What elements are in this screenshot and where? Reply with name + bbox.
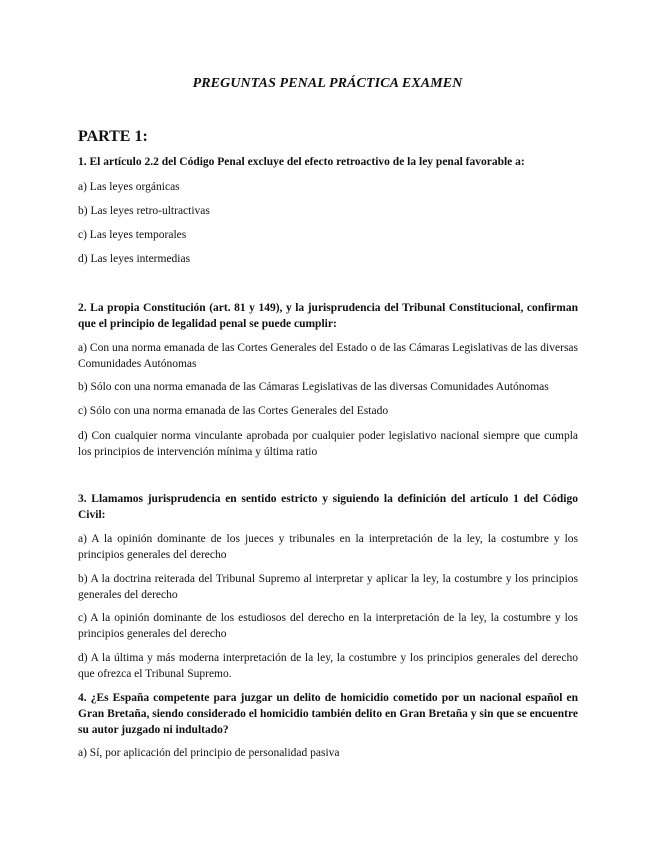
part-heading: PARTE 1: <box>78 128 148 145</box>
question-3-option-d: d) A la última y más moderna interpretación de la ley, la costumbre y los principios generales del derecho que ofrezca el Tribunal Supremo. <box>78 652 578 680</box>
question-3-option-a: a) A la opinión dominante de los jueces y tribunales en la interpretación de la ley, la costumbre y los principios generales del derecho <box>78 533 578 561</box>
question-1: 1. El artículo 2.2 del Código Penal excluye del efecto retroactivo de la ley penal favorable a: <box>78 156 525 168</box>
question-3-option-c: c) A la opinión dominante de los estudiosos del derecho en la interpretación de la ley, la costumbre y los principios generales del derecho <box>78 612 578 640</box>
question-1-option-b: b) Las leyes retro-ultractivas <box>78 205 210 217</box>
question-1-option-d: d) Las leyes intermedias <box>78 253 191 265</box>
question-1-option-c: c) Las leyes temporales <box>78 229 187 241</box>
question-3: 3. Llamamos jurisprudencia en sentido estricto y siguiendo la definición del artículo 1 del Código Civil: <box>78 493 578 521</box>
question-4: 4. ¿Es España competente para juzgar un delito de homicidio cometido por un nacional español en Gran Bretaña, siendo considerado el homicidio también delito en Gran Bretaña y sin que se encuentre su autor juzgado ni indultado? <box>78 692 578 736</box>
question-2-option-c: c) Sólo con una norma emanada de las Cortes Generales del Estado <box>78 405 389 417</box>
question-1-option-a: a) Las leyes orgánicas <box>78 181 180 193</box>
question-2-option-b: b) Sólo con una norma emanada de las Cámaras Legislativas de las diversas Comunidades Autónomas <box>78 381 549 393</box>
question-4-option-a: a) Sí, por aplicación del principio de personalidad pasiva <box>78 747 340 759</box>
document-title: PREGUNTAS PENAL PRÁCTICA EXAMEN <box>192 76 463 91</box>
question-2: 2. La propia Constitución (art. 81 y 149), y la jurisprudencia del Tribunal Constitucional, confirman que el principio de legalidad penal se puede cumplir: <box>78 302 578 330</box>
question-2-option-a: a) Con una norma emanada de las Cortes Generales del Estado o de las Cámaras Legislativas de las diversas Comunidades Autónomas <box>78 342 578 370</box>
question-2-option-d: d) Con cualquier norma vinculante aprobada por cualquier poder legislativo nacional siempre que cumpla los principios de intervención mínima y última ratio <box>78 430 578 458</box>
question-3-option-b: b) A la doctrina reiterada del Tribunal Supremo al interpretar y aplicar la ley, la costumbre y los principios generales del derecho <box>78 573 578 601</box>
